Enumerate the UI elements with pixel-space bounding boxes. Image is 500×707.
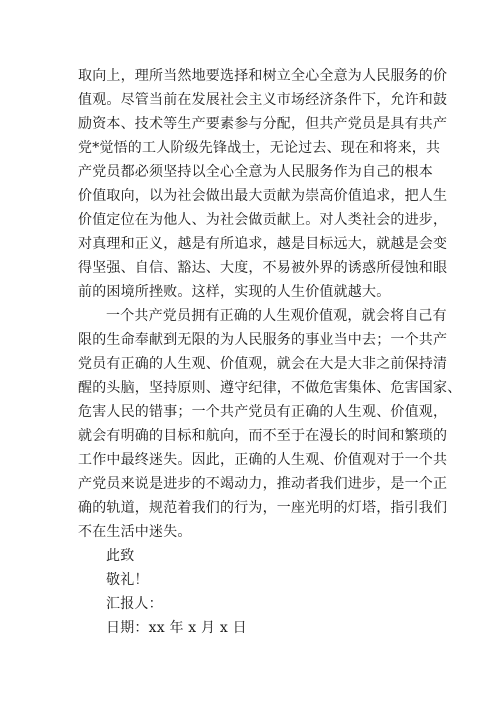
text-line: 工作中最终迷失。因此，正确的人生观、价值观对于一个共 (78, 452, 448, 468)
paragraph-1 (78, 64, 448, 304)
reporter-label: 汇报人： (106, 596, 163, 612)
regards: 敬礼！ (106, 572, 149, 588)
text-line: 价值取向，以为社会做出最大贡献为崇高价值追求，把人生 (78, 188, 448, 204)
date-line: 日期：xx 年 x 月 x 日 (106, 620, 247, 636)
text-line: 危害人民的错事；一个共产党员有正确的人生观、价值观， (78, 404, 448, 420)
text-line: 得坚强、自信、豁达、大度，不易被外界的诱惑所侵蚀和眼 (78, 260, 448, 276)
text-line: 产党员来说是进步的不竭动力，推动者我们进步，是一个正 (78, 476, 448, 492)
text-line: 党员有正确的人生观、价值观，就会在大是大非之前保持清 (78, 356, 448, 372)
letter-closing (78, 544, 426, 640)
text-line: 励资本、技术等生产要素参与分配，但共产党员是具有共产 (78, 116, 448, 132)
text-line: 值观。尽管当前在发展社会主义市场经济条件下，允许和鼓 (78, 92, 448, 108)
text-line: 对真理和正义，越是有所追求，越是目标远大，就越是会变 (78, 236, 448, 252)
text-line: 醒的头脑，坚持原则、遵守纪律，不做危害集体、危害国家、 (78, 380, 462, 396)
text-line: 价值定位在为他人、为社会做贡献上。对人类社会的进步， (78, 212, 448, 228)
text-line: 取向上，理所当然地要选择和树立全心全意为人民服务的价 (78, 68, 448, 84)
text-line: 确的轨道，规范着我们的行为，一座光明的灯塔，指引我们 (78, 500, 448, 516)
text-line: 就会有明确的目标和航向，而不至于在漫长的时间和繁琐的 (78, 428, 448, 444)
text-line: 党*觉悟的工人阶级先锋战士，无论过去、现在和将来，共 (78, 140, 441, 156)
text-line: 一个共产党员拥有正确的人生观价值观，就会将自己有 (106, 308, 447, 324)
text-line: 前的困境所挫败。这样，实现的人生价值就越大。 (78, 284, 391, 300)
document-body (78, 64, 462, 640)
text-line: 限的生命奉献到无限的为人民服务的事业当中去；一个共产 (78, 332, 448, 348)
text-line: 不在生活中迷失。 (78, 524, 192, 540)
text-line: 产党员都必须坚持以全心全意为人民服务作为自己的根本 (78, 164, 433, 180)
paragraph-2 (78, 304, 462, 544)
salutation: 此致 (106, 548, 135, 564)
